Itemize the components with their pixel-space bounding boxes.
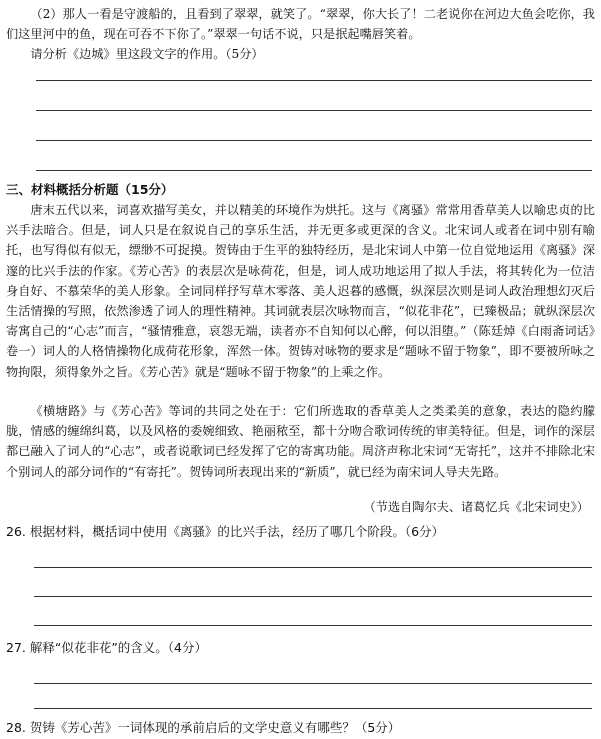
answer-line[interactable] — [34, 683, 592, 684]
answer-line[interactable] — [36, 110, 592, 111]
answer-line[interactable] — [36, 170, 592, 171]
answer-line[interactable] — [36, 140, 592, 141]
material-source: （节选自陶尔夫、诸葛忆兵《北宋词史》） — [363, 500, 589, 514]
question-26: 26. 根据材料，概括词中使用《离骚》的比兴手法，经历了哪几个阶段。（6分） — [6, 524, 445, 539]
section3-heading: 三、材料概括分析题（15分） — [6, 182, 174, 197]
answer-line[interactable] — [34, 596, 592, 597]
material-paragraph-2: 《横塘路》与《芳心苦》等词的共同之处在于：它们所选取的香草美人之类柔美的意象，表达的隐约朦胧，情感的缠绵纠葛，以及风格的委婉细致、艳丽秾至，都十分吻合歌词传统的审美特征。但是，词作的深层都已融入了词人的“心志”，或者说歌词已经发挥了它的寄寓功能。周济声称北宋词“无寄托”，这并不排除北宋个别词人的部分词作的“有寄托”。贺铸词所表现出来的“新质”，就已经为南宋词人导夫先路。 — [6, 404, 595, 479]
answer-line[interactable] — [36, 80, 592, 81]
answer-line[interactable] — [34, 708, 592, 709]
answer-line[interactable] — [34, 567, 592, 568]
material-paragraph-1: 唐末五代以来，词喜欢描写美女，并以精美的环境作为烘托。这与《离骚》常常用香草美人以喻忠贞的比兴手法暗合。但是，词人只是在叙说自己的享乐生活，并无更多或更深的含义。北宋词人或者在词中别有喻托，也写得似有似无，缥缈不可捉摸。贺铸由于生平的独特经历，是北宋词人中第一位自觉地运用《离骚》深邃的比兴手法的作家。《芳心苦》的表层次是咏荷花，但是，词人成功地运用了拟人手法，将其转化为一位洁身自好、不慕荣华的美人形象。全词同样抒写草木零落、美人迟暮的感慨，纵深层次则是词人政治理想幻灭后生活情操的写照，依然渗透了词人的理性精神。其词就表层次咏物而言，“似花非花”，已臻极品；就纵深层次寄寓自己的“心志”而言，“骚情雅意，哀怨无端，读者亦不自知何以心醉，何以泪堕。”（陈廷焯《白雨斋词话》卷一）词人的人格情操物化成荷花形象，浑然一体。贺铸对咏物的要求是“题咏不留于物象”，即不要被所咏之物拘限，须得象外之旨。《芳心苦》就是“题咏不留于物象”的上乘之作。 — [6, 203, 595, 379]
question-27: 27. 解释“似花非花”的含义。（4分） — [6, 640, 208, 655]
answer-line[interactable] — [34, 625, 592, 626]
part2-instruction: 请分析《边城》里这段文字的作用。（5分） — [30, 47, 264, 61]
question-28: 28. 贺铸《芳心苦》一词体现的承前启后的文学史意义有哪些？（5分） — [6, 720, 401, 735]
part2-quote: （2）那人一看是守渡船的，且看到了翠翠，就笑了。“翠翠，你大长了！二老说你在河边大鱼会吃你，我们这里河中的鱼，现在可吞不下你了。”翠翠一句话不说，只是抿起嘴唇笑着。 — [6, 7, 595, 42]
